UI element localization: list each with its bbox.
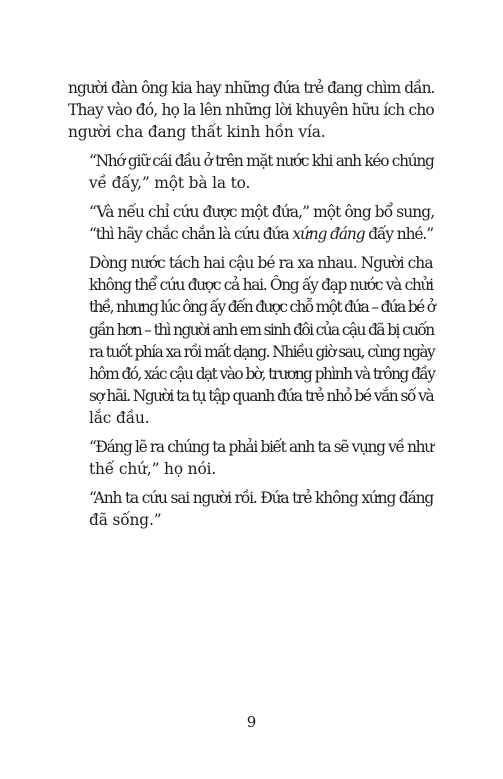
text-line: không thể cứu được cả hai. Ông ấy đạp nước và chửi	[89, 276, 433, 295]
body-text	[68, 77, 434, 538]
text-line: ra tuốt phía xa rồi mất dạng. Nhiều giờ sau, cùng ngày	[89, 342, 435, 361]
text-line: hôm đó, xác cậu dạt vào bờ, trương phình và trông đầy	[89, 364, 435, 383]
text-line: về đấy,” một bà la to.	[89, 174, 251, 193]
text-line: Thay vào đó, họ la lên những lời khuyên hữu ích cho	[68, 101, 434, 120]
paragraph-3	[68, 201, 434, 245]
text-line: “Và nếu chỉ cứu được một đứa,” một ông bổ sung,	[89, 203, 435, 222]
text-line: “Anh ta cứu sai người rồi. Đứa trẻ không xứng đáng	[89, 488, 434, 507]
text-line: gần hơn – thì người anh em sinh đôi của cậu đã bị cuốn	[89, 320, 434, 339]
paragraph-2	[68, 150, 434, 194]
italic-emphasis: xứng đáng	[292, 225, 365, 244]
paragraph-6	[68, 487, 434, 531]
text-line: Dòng nước tách hai cậu bé ra xa nhau. Người cha	[89, 253, 433, 272]
text-line: lắc đầu.	[89, 409, 150, 428]
text-line: thề, nhưng lúc ông ấy đến được chỗ một đứa – đứa bé ở	[89, 298, 435, 317]
text-line: đã sống.”	[89, 511, 162, 530]
page-number: 9	[246, 713, 257, 731]
text-line: “Nhớ giữ cái đầu ở trên mặt nước khi anh kéo chúng	[89, 152, 434, 171]
text-line: “Đáng lẽ ra chúng ta phải biết anh ta sẽ vụng về như	[89, 438, 433, 457]
text-line: người đàn ông kia hay những đứa trẻ đang chìm dần.	[68, 79, 435, 97]
paragraph-1	[68, 77, 434, 144]
text-segment: “thì hãy chắc chắn là cứu đứa	[89, 225, 293, 244]
text-line: thế chứ,” họ nói.	[89, 460, 217, 479]
text-line: sợ hãi. Người ta tụ tập quanh đứa trẻ nhỏ bé vắn số và	[89, 387, 434, 406]
text-line: người cha đang thất kinh hồn vía.	[68, 123, 326, 142]
paragraph-5	[68, 436, 434, 480]
text-line	[68, 223, 434, 245]
text-segment: đấy nhé.”	[364, 225, 433, 244]
paragraph-4	[68, 252, 434, 430]
